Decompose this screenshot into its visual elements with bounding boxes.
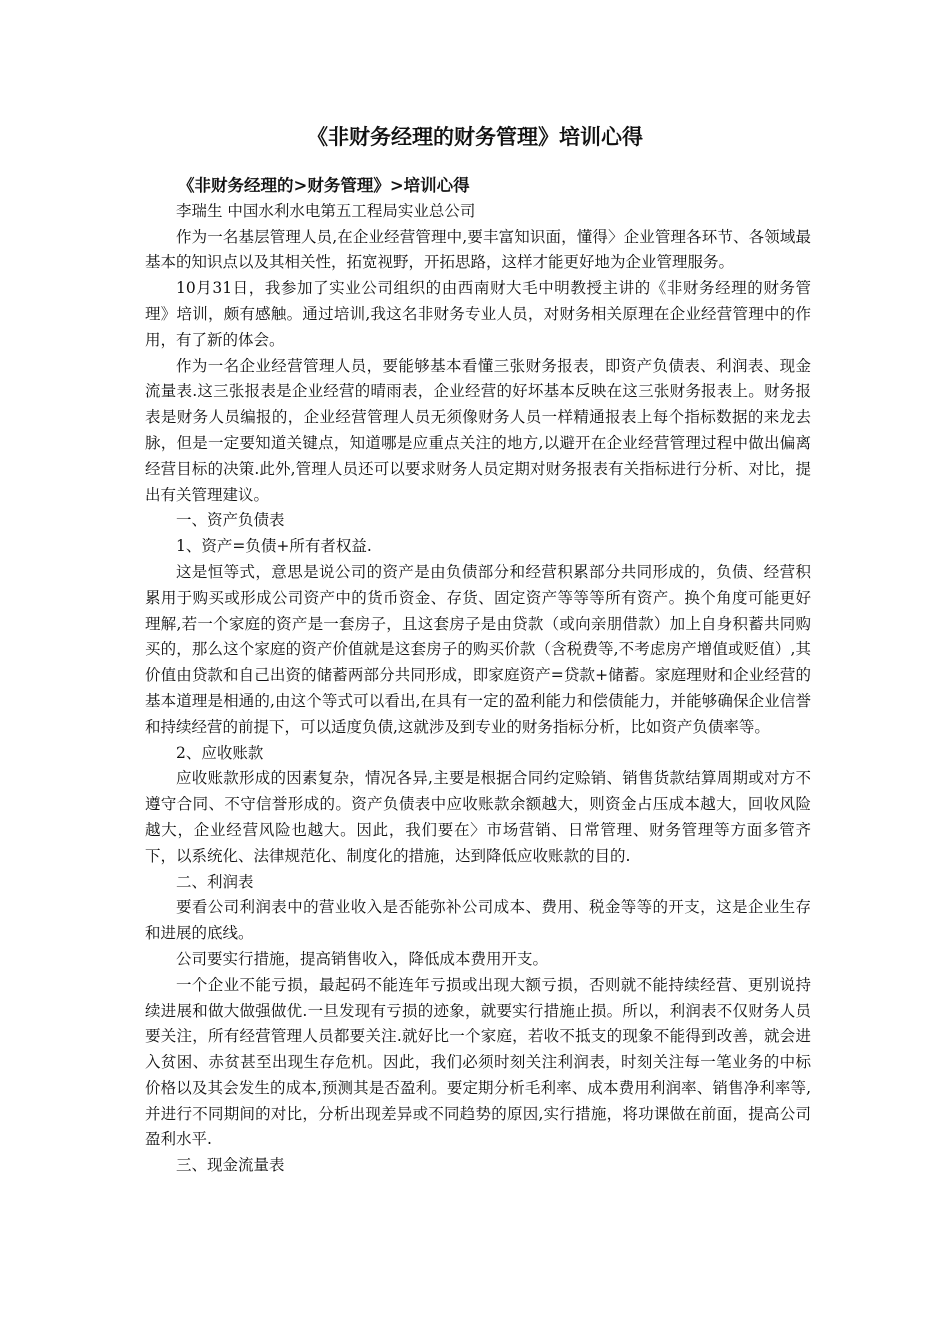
paragraph-measures: 公司要实行措施，提高销售收入，降低成本费用开支。 — [176, 949, 549, 968]
paragraph-equation: 这是恒等式，意思是说公司的资产是由负债部分和经营积累部分共同形成的，负债、经营积累用于购买或形成公司资产中的货币资金、存货、固定资产等等等所有资产。换个角度可能更好理解,若一个家庭的资产是一套房子，且这套房子是由贷款（或向亲朋借款）加上自身积蓄共同购买的，那么这个家庭的资产价值就是这套房子的购买价款（含税费等,不考虑房产增值或贬值）,其价值由贷款和自己出资的储蓄两部分共同形成，即家庭资产=贷款+储蓄。家庭理财和企业经营的基本道理是相通的,由这个等式可以看出,在具有一定的盈利能力和偿债能力，并能够确保企业信誉和持续经营的前提下，可以适度负债,这就涉及到专业的财务指标分析，比如资产负债率等。 — [145, 562, 811, 736]
paragraph-revenue: 要看公司利润表中的营业收入是否能弥补公司成本、费用、税金等等的开支，这是企业生存和进展的底线。 — [145, 898, 811, 943]
paragraph-training: 10月31日，我参加了实业公司组织的由西南财大毛中明教授主讲的《非财务经理的财务管理》培训，颇有感触。通过培训,我这名非财务专业人员，对财务相关原理在企业经营管理中的作用，有了新的体会。 — [145, 279, 811, 349]
paragraph-receivables: 应收账款形成的因素复杂，情况各异,主要是根据合同约定赊销、销售货款结算周期或对方不遵守合同、不守信誉形成的。资产负债表中应收账款余额越大，则资金占压成本越大，回收风险越大，企业经营风险也越大。因此，我们要在〉市场营销、日常管理、财务管理等方面多管齐下，以系统化、法律规范化、制度化的措施，达到降低应收账款的目的. — [145, 769, 811, 865]
subheading-equation: 1、资产=负债+所有者权益. — [176, 537, 372, 556]
paragraph-intro: 作为一名基层管理人员,在企业经营管理中,要丰富知识面，懂得〉企业管理各环节、各领域最基本的知识点以及其相关性，拓宽视野，开拓思路，这样才能更好地为企业管理服务。 — [145, 227, 811, 272]
author-line: 李瑞生 中国水利水电第五工程局实业总公司 — [176, 201, 476, 220]
section-heading-income-statement: 二、利润表 — [176, 872, 254, 891]
paragraph-three-statements: 作为一名企业经营管理人员，要能够基本看懂三张财务报表，即资产负债表、利润表、现金流量表.这三张报表是企业经营的晴雨表，企业经营的好坏基本反映在这三张财务报表上。财务报表是财务人员编报的，企业经营管理人员无须像财务人员一样精通报表上每个指标数据的来龙去脉，但是一定要知道关键点，知道哪是应重点关注的地方,以避开在企业经营管理过程中做出偏离经营目标的决策.此外,管理人员还可以要求财务人员定期对财务报表有关指标进行分析、对比，提出有关管理建议。 — [145, 356, 811, 504]
section-heading-cash-flow: 三、现金流量表 — [176, 1156, 285, 1175]
document-body — [145, 173, 811, 1179]
document-subtitle: 《非财务经理的>财务管理》>培训心得 — [178, 176, 470, 195]
section-heading-balance-sheet: 一、资产负债表 — [176, 511, 285, 530]
document-title: 《非财务经理的财务管理》培训心得 — [307, 124, 643, 149]
subheading-receivables: 2、应收账款 — [176, 743, 264, 762]
paragraph-losses: 一个企业不能亏损，最起码不能连年亏损或出现大额亏损，否则就不能持续经营、更别说持续进展和做大做强做优.一旦发现有亏损的迹象，就要实行措施止损。所以，利润表不仅财务人员要关注，所有经营管理人员都要关注.就好比一个家庭，若收不抵支的现象不能得到改善，就会进入贫困、赤贫甚至出现生存危机。因此，我们必须时刻关注利润表，时刻关注每一笔业务的中标价格以及其会发生的成本,预测其是否盈利。要定期分析毛利率、成本费用利润率、销售净利率等,并进行不同期间的对比，分析出现差异或不同趋势的原因,实行措施，将功课做在前面，提高公司盈利水平. — [145, 975, 811, 1149]
